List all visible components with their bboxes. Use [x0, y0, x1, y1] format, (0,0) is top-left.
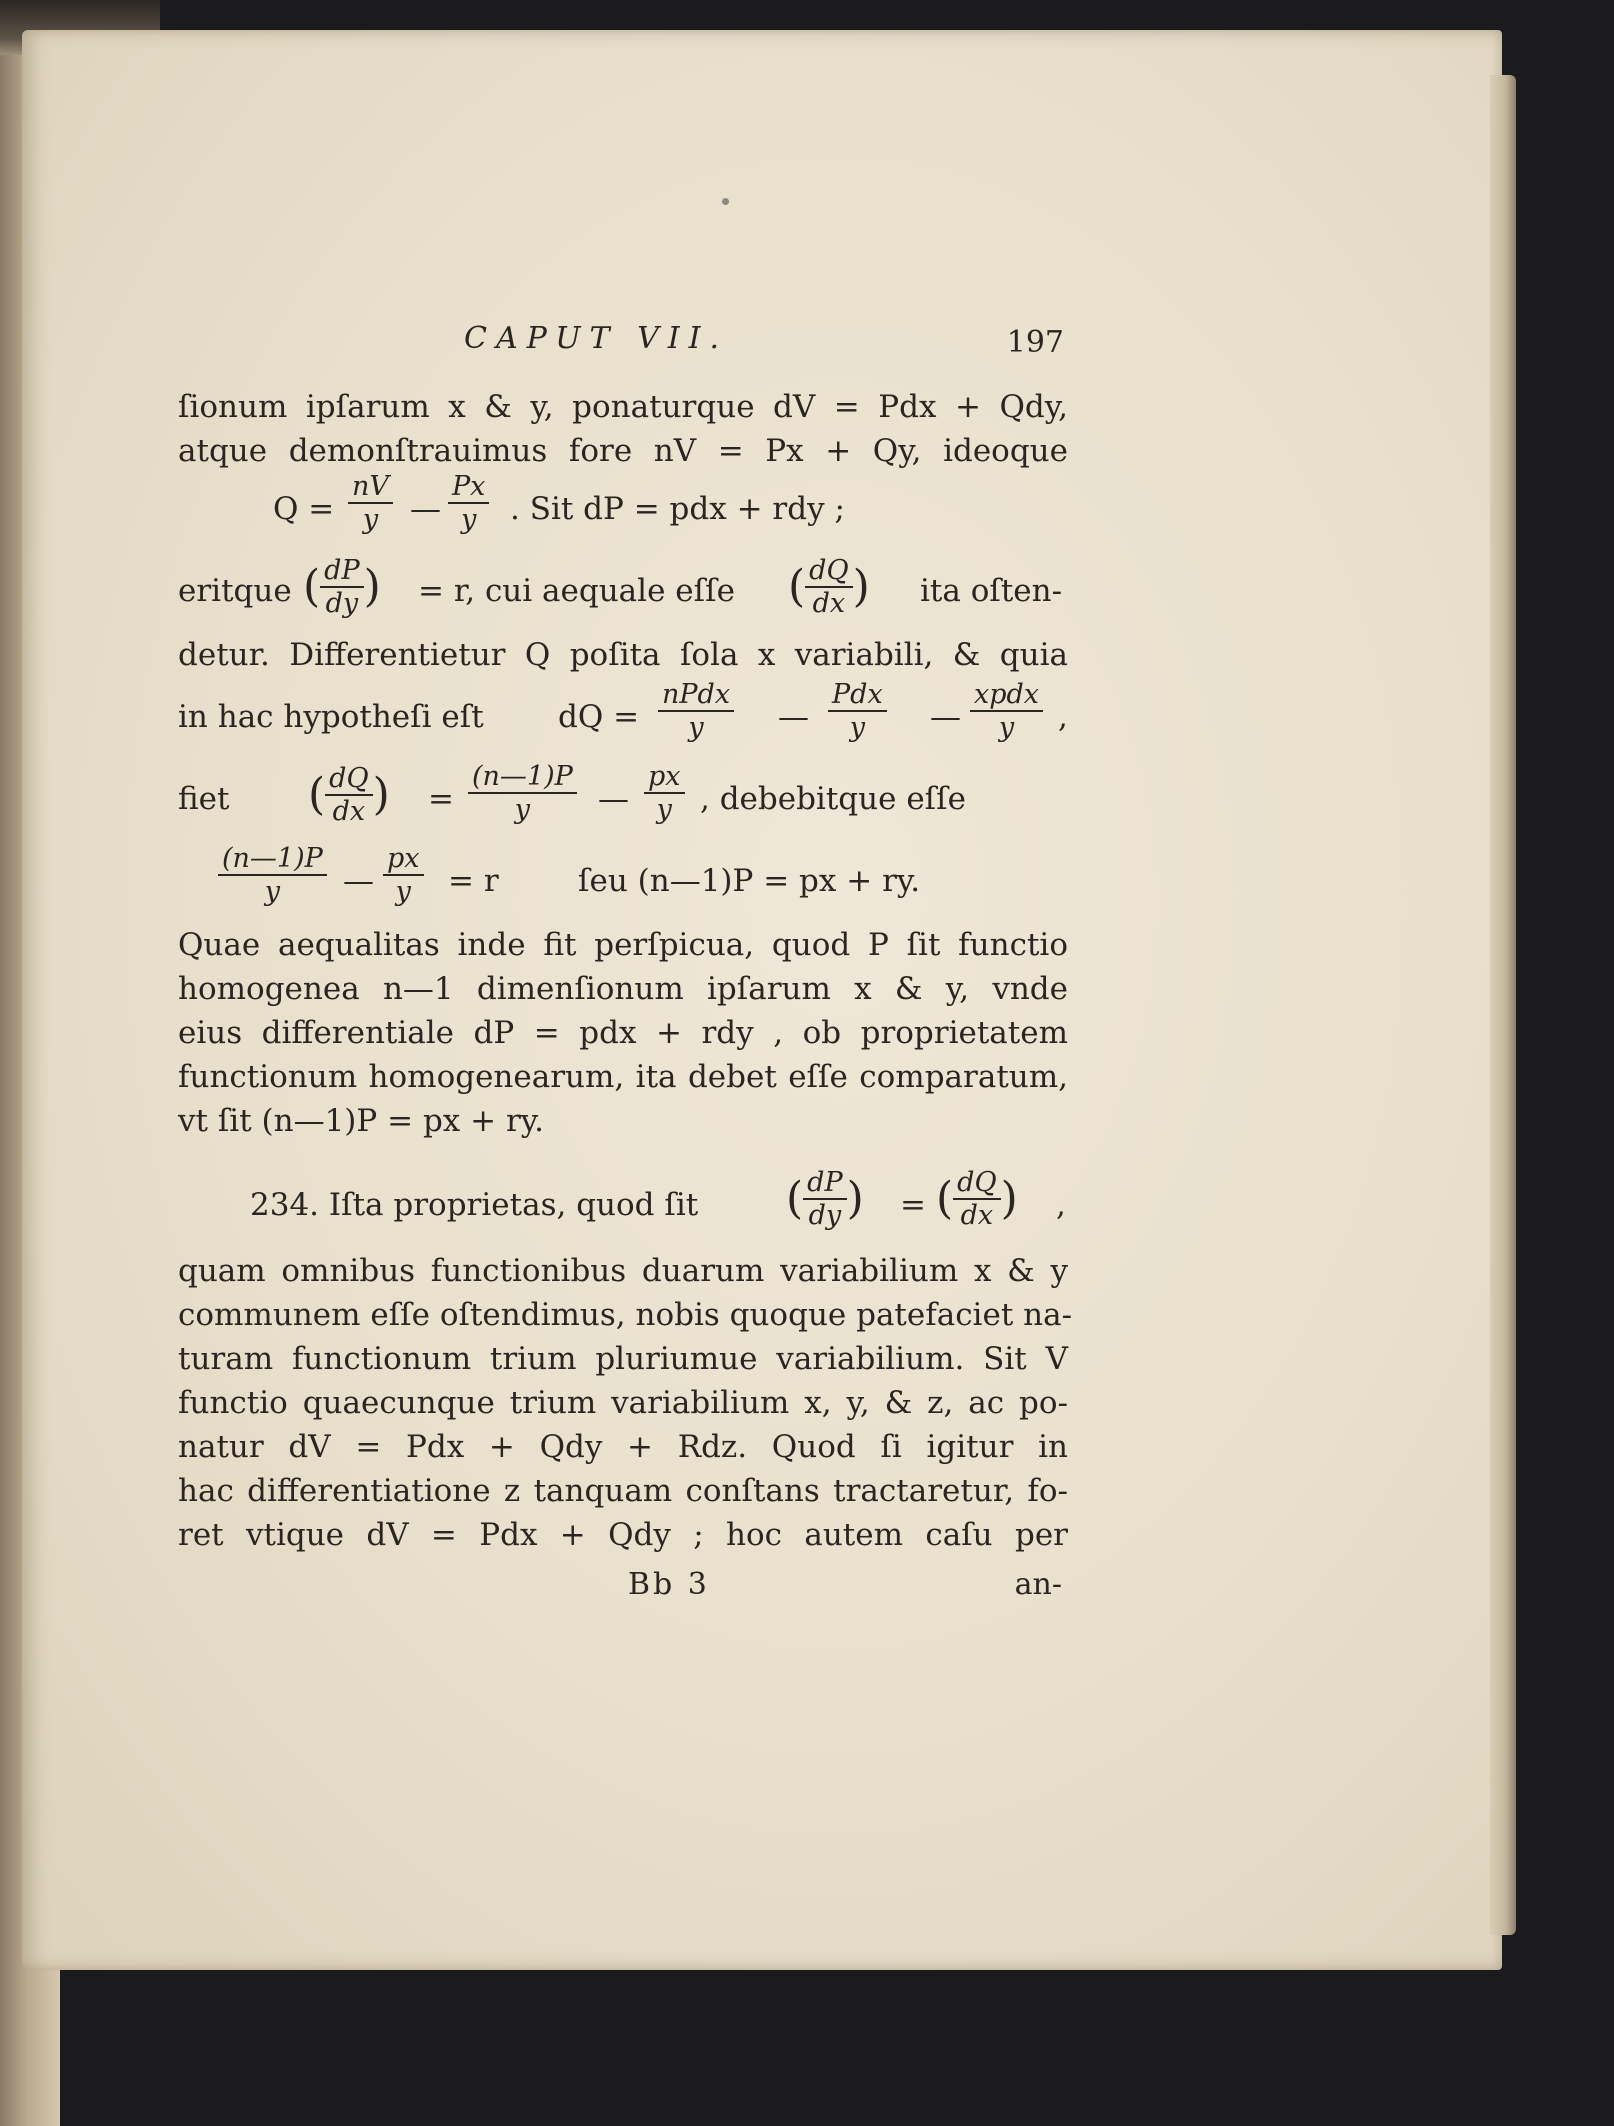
eq-text: , debebitque eſſe	[700, 781, 966, 817]
eq-operator: =	[428, 781, 454, 817]
fraction-numerator: dP	[803, 1169, 846, 1200]
fraction	[644, 763, 685, 823]
fraction-numerator: Pdx	[828, 681, 887, 712]
fraction	[348, 473, 393, 533]
fraction-numerator: px	[383, 845, 424, 876]
fraction-numerator: dQ	[953, 1169, 1000, 1200]
eq-text: in hac hypotheſi eſt	[178, 699, 484, 735]
fraction-numerator: dQ	[805, 557, 852, 588]
eq-operator: —	[410, 491, 441, 527]
eq-text: = r	[448, 863, 499, 899]
catchword: an-	[1014, 1567, 1062, 1602]
fraction-numerator: Px	[448, 473, 489, 504]
equation-line	[178, 473, 1068, 551]
fraction-numerator: px	[644, 763, 685, 794]
paren-right: )	[372, 769, 390, 820]
eq-operator: —	[930, 699, 961, 735]
text-line: homogenea n—1 dimenſionum ipſarum x & y, vnde	[178, 971, 1068, 1007]
eq-text: fiet	[178, 781, 230, 817]
text-line: functio quaecunque trium variabilium x, y, & z, ac po-	[178, 1385, 1068, 1421]
text-line: atque demonſtrauimus fore nV = Px + Qy, ideoque	[178, 433, 1068, 469]
text-line: eius differentiale dP = pdx + rdy , ob proprietatem	[178, 1015, 1068, 1051]
fraction-denominator: y	[461, 504, 477, 535]
text-line: hac differentiatione z tanquam conſtans tractaretur, fo-	[178, 1473, 1068, 1509]
eq-lhs: Q =	[273, 491, 335, 527]
fraction-denominator: y	[998, 712, 1015, 743]
eq-text: ita oſten-	[920, 573, 1063, 609]
fraction-numerator: nPdx	[658, 681, 734, 712]
fraction	[828, 681, 887, 741]
ink-spot	[722, 198, 729, 205]
equation-line	[178, 677, 1068, 759]
paren-right: )	[363, 561, 381, 612]
fraction-denominator: y	[514, 794, 531, 825]
equation-line	[178, 759, 1068, 841]
partial-derivative	[936, 1169, 1018, 1229]
page-edge	[1490, 75, 1516, 1935]
running-head: CAPUT VII.	[464, 321, 729, 356]
partial-derivative	[788, 557, 870, 617]
fraction	[658, 681, 734, 741]
equation-line	[178, 841, 1068, 923]
paren-left: (	[936, 1173, 954, 1224]
text-line: ret vtique dV = Pdx + Qdy ; hoc autem caſu per	[178, 1517, 1068, 1553]
paren-left: (	[303, 561, 321, 612]
fraction-denominator: dy	[325, 588, 359, 619]
fraction-denominator: y	[395, 876, 411, 907]
page-text-block	[178, 315, 1073, 1611]
page-footer	[178, 1567, 1068, 1611]
eq-operator: —	[778, 699, 809, 735]
fraction	[970, 681, 1043, 741]
partial-derivative	[303, 557, 381, 617]
text-line: natur dV = Pdx + Qdy + Rdz. Quod ſi igitur in	[178, 1429, 1068, 1465]
eq-text: ſeu (n—1)P = px + ry.	[578, 863, 921, 899]
paren-right: )	[846, 1173, 864, 1224]
text-line: communem eſſe oſtendimus, nobis quoque patefaciet na-	[178, 1297, 1073, 1333]
text-line: vt ſit (n—1)P = px + ry.	[178, 1103, 545, 1139]
fraction	[803, 1169, 846, 1229]
fraction-denominator: y	[849, 712, 865, 743]
eq-operator: =	[900, 1187, 926, 1223]
fraction	[953, 1169, 1000, 1229]
fraction-denominator: y	[264, 876, 281, 907]
fraction	[805, 557, 852, 617]
fraction-denominator: y	[656, 794, 672, 825]
fraction	[448, 473, 489, 533]
fraction-denominator: dy	[808, 1200, 842, 1231]
text-line: detur. Differentietur Q poſita ſola x variabili, & quia	[178, 637, 1068, 673]
eq-operator: —	[343, 863, 374, 899]
text-line: functionum homogenearum, ita debet eſſe comparatum,	[178, 1059, 1068, 1095]
paren-right: )	[852, 561, 870, 612]
fraction-numerator: nV	[348, 473, 393, 504]
paren-left: (	[308, 769, 326, 820]
fraction-numerator: (n—1)P	[218, 845, 327, 876]
text-line: Quae aequalitas inde fit perſpicua, quod P ſit functio	[178, 927, 1068, 963]
paren-left: (	[786, 1173, 804, 1224]
fraction-denominator: y	[362, 504, 379, 535]
fraction	[383, 845, 424, 905]
text-line: ſionum ipſarum x & y, ponaturque dV = Pdx + Qdy,	[178, 389, 1068, 425]
fraction	[218, 845, 327, 905]
eq-text: eritque	[178, 573, 292, 609]
paren-left: (	[788, 561, 806, 612]
text-line: turam functionum trium pluriumue variabilium. Sit V	[178, 1341, 1068, 1377]
page-header	[178, 315, 1068, 367]
fraction-denominator: dx	[812, 588, 846, 619]
fraction	[325, 765, 372, 825]
partial-derivative	[308, 765, 390, 825]
fraction-numerator: xpdx	[970, 681, 1043, 712]
section-start: 234. Iſta proprietas, quod ſit	[250, 1187, 699, 1223]
equation-line	[178, 1163, 1068, 1249]
signature-mark: Bb 3	[628, 1567, 710, 1602]
eq-rest: . Sit dP = pdx + rdy ;	[510, 491, 845, 527]
eq-text: ,	[1056, 1187, 1066, 1223]
fraction-denominator: dx	[332, 796, 366, 827]
text-line: quam omnibus functionibus duarum variabilium x & y	[178, 1253, 1068, 1289]
fraction	[468, 763, 577, 823]
eq-lhs: dQ =	[558, 699, 640, 735]
partial-derivative	[786, 1169, 864, 1229]
fraction	[320, 557, 363, 617]
eq-text: ,	[1058, 699, 1068, 735]
fraction-numerator: (n—1)P	[468, 763, 577, 794]
eq-operator: —	[598, 781, 629, 817]
fraction-denominator: dx	[960, 1200, 994, 1231]
fraction-numerator: dQ	[325, 765, 372, 796]
fraction-denominator: y	[688, 712, 704, 743]
paren-right: )	[1000, 1173, 1018, 1224]
fraction-numerator: dP	[320, 557, 363, 588]
eq-text: = r, cui aequale eſſe	[418, 573, 735, 609]
page-number: 197	[1006, 325, 1064, 360]
equation-line	[178, 551, 1068, 633]
